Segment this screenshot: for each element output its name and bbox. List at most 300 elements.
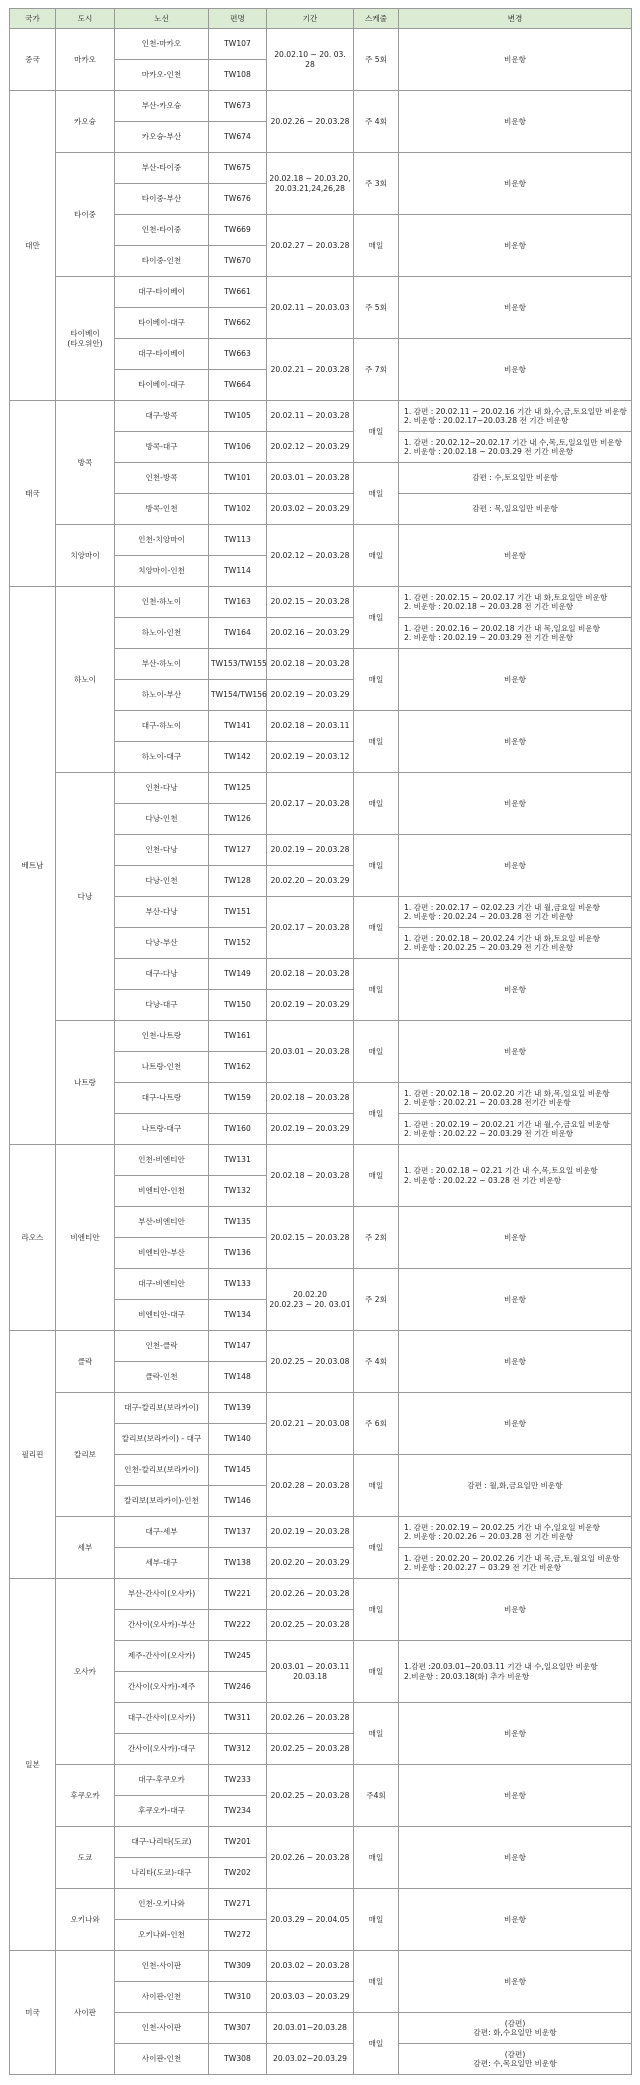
route-cell: 비엔티안-인천: [115, 1176, 209, 1207]
city-cell-line: (타오위안): [67, 338, 103, 348]
route-cell: 인천-오키나와: [115, 1889, 209, 1920]
schedule-cell: 주 4회: [354, 1331, 399, 1393]
period-cell: [267, 1269, 354, 1331]
change-cell-line: 1. 감편 : 20.02.11 ~ 20.02.16 기간 내 화,수,금,토요일만 비운항: [404, 406, 627, 416]
table-row: [10, 1331, 632, 1362]
period-cell: 20.02.26 ~ 20.03.28: [267, 1827, 354, 1889]
schedule-cell: 매일: [354, 1455, 399, 1517]
flight-number-cell: TW142: [209, 742, 267, 773]
change-cell-line: 1. 감편 : 20.02.19 ~ 20.02.25 기간 내 수,일요일 비운항: [404, 1522, 600, 1532]
change-cell-line: 1. 감편 : 20.02.20 ~ 20.02.26 기간 내 목,금,토,월요일 비운항: [404, 1553, 620, 1563]
route-cell: 부산-타이중: [115, 153, 209, 184]
period-cell: 20.03.02~20.03.29: [267, 2044, 354, 2075]
route-cell: 사이판-인천: [115, 2044, 209, 2075]
route-cell: 대구-하노이: [115, 711, 209, 742]
change-cell: 비운항: [399, 1393, 632, 1455]
route-cell: 대구-방콕: [115, 401, 209, 432]
period-cell: 20.02.26 ~ 20.03.28: [267, 1579, 354, 1610]
change-cell-line: 2. 비운항 : 20.02.18 ~ 20.03.29 전 기간 비운항: [404, 447, 574, 456]
change-cell: 감편 : 수,토요일만 비운항: [399, 463, 632, 494]
route-cell: 부산-하노이: [115, 649, 209, 680]
flight-number-cell: TW664: [209, 370, 267, 401]
flight-number-cell: TW160: [209, 1114, 267, 1145]
route-cell: 부산-카오슝: [115, 91, 209, 122]
schedule-cell: 주 2회: [354, 1269, 399, 1331]
city-cell: 타이중: [56, 153, 115, 277]
flight-number-cell: TW153/TW155: [209, 649, 267, 680]
change-cell: 감편 : 월,화,금요일만 비운항: [399, 1455, 632, 1517]
table-row: [10, 525, 632, 556]
flight-number-cell: TW154/TW156: [209, 680, 267, 711]
period-cell: 20.03.03 ~ 20.03.29: [267, 1982, 354, 2013]
change-cell: 비운항: [399, 1269, 632, 1331]
route-cell: 사이판-인천: [115, 1982, 209, 2013]
period-cell: 20.02.19 ~ 20.03.12: [267, 742, 354, 773]
route-cell: 대구-나리타(도쿄): [115, 1827, 209, 1858]
city-cell: 후쿠오카: [56, 1765, 115, 1827]
change-cell: 비운항: [399, 773, 632, 835]
change-cell-line: 감편: 화,수요일만 비운항: [473, 2028, 557, 2037]
route-cell: 방콕-인천: [115, 494, 209, 525]
change-cell-line: 1. 감편 : 20.02.16 ~ 20.02.18 기간 내 목,일요일 비운항: [404, 623, 600, 633]
period-cell: 20.02.19 ~ 20.03.29: [267, 680, 354, 711]
period-cell-line: 20.03.01 ~ 20.03.11: [270, 1662, 350, 1672]
route-cell: 대구-간사이(오사카): [115, 1703, 209, 1734]
route-cell: 대구-타이베이: [115, 277, 209, 308]
table-row: [10, 1579, 632, 1610]
period-cell: 20.02.21 ~ 20.03.08: [267, 1393, 354, 1455]
schedule-cell: 매일: [354, 897, 399, 959]
flight-number-cell: TW106: [209, 432, 267, 463]
schedule-cell: 매일: [354, 463, 399, 525]
period-cell: 20.02.18 ~ 20.03.28: [267, 1145, 354, 1207]
period-cell: 20.02.12 ~ 20.03.29: [267, 432, 354, 463]
table-row: [10, 277, 632, 308]
schedule-cell: 매일: [354, 215, 399, 277]
change-cell-line: 감편: 수,목요일만 비운항: [473, 2059, 557, 2068]
table-row: [10, 1393, 632, 1424]
table-row: [10, 1517, 632, 1548]
schedule-cell: 매일: [354, 401, 399, 463]
flight-number-cell: TW202: [209, 1858, 267, 1889]
change-cell-line: 1. 감편 : 20.02.19 ~ 20.02.21 기간 내 월,수,금요일 비운항: [404, 1119, 610, 1129]
schedule-cell: 주 5회: [354, 277, 399, 339]
period-cell: 20.02.27 ~ 20.03.28: [267, 215, 354, 277]
table-row: [10, 1145, 632, 1176]
route-cell: 인천-다낭: [115, 835, 209, 866]
flight-number-cell: TW676: [209, 184, 267, 215]
city-cell: 비엔티안: [56, 1145, 115, 1331]
period-cell: 20.02.18 ~ 20.03.28: [267, 1083, 354, 1114]
flight-number-cell: TW152: [209, 928, 267, 959]
route-cell: 대구-다낭: [115, 959, 209, 990]
period-cell: 20.02.25 ~ 20.03.28: [267, 1610, 354, 1641]
period-cell: 20.02.26 ~ 20.03.28: [267, 91, 354, 153]
route-cell: 제주-간사이(오사카): [115, 1641, 209, 1672]
schedule-cell: 주 2회: [354, 1207, 399, 1269]
route-cell: 마카오-인천: [115, 60, 209, 91]
city-cell: 하노이: [56, 587, 115, 773]
change-cell-line: 1. 감편 : 20.02.17 ~ 02.02.23 기간 내 월,금요일 비운항: [404, 902, 600, 912]
city-cell: 다낭: [56, 773, 115, 1021]
change-cell: 비운항: [399, 1765, 632, 1827]
change-cell: 비운항: [399, 1951, 632, 2013]
route-cell: 타이베이-대구: [115, 370, 209, 401]
route-cell: 하노이-대구: [115, 742, 209, 773]
flight-number-cell: TW113: [209, 525, 267, 556]
route-cell: 하노이-부산: [115, 680, 209, 711]
period-cell: 20.03.01 ~ 20.03.28: [267, 463, 354, 494]
flight-number-cell: TW312: [209, 1734, 267, 1765]
route-cell: 카오슝-부산: [115, 122, 209, 153]
header-change: 변경: [399, 9, 632, 29]
route-cell: 치앙마이-인천: [115, 556, 209, 587]
city-cell: [56, 277, 115, 401]
schedule-cell: 매일: [354, 1021, 399, 1083]
flight-number-cell: TW147: [209, 1331, 267, 1362]
change-cell-line: 1.감편 :20.03.01~20.03.11 기간 내 수,일요일만 비운항: [404, 1662, 598, 1672]
route-cell: 인천-방콕: [115, 463, 209, 494]
change-cell-line: 1. 감편 : 20.02.18 ~ 02.21 기간 내 수,목,토요일 비운항: [404, 1166, 598, 1176]
flight-number-cell: TW308: [209, 2044, 267, 2075]
period-cell: 20.02.21 ~ 20.03.28: [267, 339, 354, 401]
table-row: [10, 1765, 632, 1796]
header-city: 도시: [56, 9, 115, 29]
period-cell: [267, 1641, 354, 1703]
city-cell: 도쿄: [56, 1827, 115, 1889]
flight-number-cell: TW164: [209, 618, 267, 649]
change-cell-line: (감편): [504, 2018, 526, 2028]
schedule-cell: 매일: [354, 835, 399, 897]
route-cell: 인천-마카오: [115, 29, 209, 60]
change-cell: [399, 2044, 632, 2075]
flight-number-cell: TW102: [209, 494, 267, 525]
flight-number-cell: TW159: [209, 1083, 267, 1114]
schedule-cell: 주 7회: [354, 339, 399, 401]
table-body: [10, 29, 632, 2075]
route-cell: 칼리보(보라카이)-인천: [115, 1486, 209, 1517]
change-cell: 감편 : 목,일요일만 비운항: [399, 494, 632, 525]
table-row: [10, 91, 632, 122]
period-cell-line: 20.02.23 ~ 20. 03.01: [269, 1299, 351, 1309]
table-row: [10, 1827, 632, 1858]
route-cell: 방콕-대구: [115, 432, 209, 463]
route-cell: 클락-인천: [115, 1362, 209, 1393]
schedule-cell: 매일: [354, 2013, 399, 2075]
change-cell: 비운항: [399, 91, 632, 153]
period-cell: 20.02.17 ~ 20.03.28: [267, 897, 354, 959]
route-cell: 대구-타이베이: [115, 339, 209, 370]
change-cell: 비운항: [399, 1021, 632, 1083]
route-cell: 타이중-인천: [115, 246, 209, 277]
city-cell: 클락: [56, 1331, 115, 1393]
period-cell: 20.02.19 ~ 20.03.28: [267, 835, 354, 866]
period-cell: 20.02.19 ~ 20.03.29: [267, 990, 354, 1021]
change-cell-line: 1. 감편 : 20.02.18 ~ 20.02.24 기간 내 화,토요일 비운항: [404, 933, 600, 943]
change-cell: [399, 897, 632, 928]
change-cell-line: 1. 감편 : 20.02.18 ~ 20.02.20 기간 내 화,목,일요일 비운항: [404, 1088, 610, 1098]
change-cell-line: 2. 비운항 : 20.02.19 ~ 20.03.29 전 기간 비운항: [404, 633, 574, 642]
change-cell: 비운항: [399, 959, 632, 1021]
route-cell: 간사이(오사카)-제주: [115, 1672, 209, 1703]
flight-number-cell: TW136: [209, 1238, 267, 1269]
route-cell: 대구-칼리보(보라카이): [115, 1393, 209, 1424]
flight-number-cell: TW139: [209, 1393, 267, 1424]
country-cell: 중국: [10, 29, 56, 91]
flight-number-cell: TW140: [209, 1424, 267, 1455]
change-cell: [399, 618, 632, 649]
schedule-cell: 매일: [354, 1145, 399, 1207]
period-cell-line: 20.03.21,24,26,28: [274, 183, 346, 193]
flight-number-cell: TW162: [209, 1052, 267, 1083]
flight-number-cell: TW311: [209, 1703, 267, 1734]
route-cell: 인천-비엔티안: [115, 1145, 209, 1176]
header-route: 노선: [115, 9, 209, 29]
change-cell-line: 2. 비운항 : 20.02.24 ~ 20.03.28 전 기간 비운항: [404, 912, 574, 921]
schedule-cell: 매일: [354, 1827, 399, 1889]
flight-number-cell: TW272: [209, 1920, 267, 1951]
change-cell: 비운항: [399, 1331, 632, 1393]
country-cell: 필리핀: [10, 1331, 56, 1579]
flight-number-cell: TW246: [209, 1672, 267, 1703]
flight-number-cell: TW310: [209, 1982, 267, 2013]
city-cell: 방콕: [56, 401, 115, 525]
table-row: [10, 587, 632, 618]
flight-number-cell: TW114: [209, 556, 267, 587]
change-cell: 비운항: [399, 1703, 632, 1765]
route-cell: 다낭-부산: [115, 928, 209, 959]
flight-number-cell: TW150: [209, 990, 267, 1021]
route-cell: 타이베이-대구: [115, 308, 209, 339]
flight-number-cell: TW669: [209, 215, 267, 246]
period-cell: 20.02.16 ~ 20.03.29: [267, 618, 354, 649]
route-cell: 대구-나트랑: [115, 1083, 209, 1114]
flight-number-cell: TW105: [209, 401, 267, 432]
flight-number-cell: TW309: [209, 1951, 267, 1982]
flight-number-cell: TW133: [209, 1269, 267, 1300]
flight-number-cell: TW138: [209, 1548, 267, 1579]
change-cell: 비운항: [399, 1207, 632, 1269]
schedule-cell: 매일: [354, 525, 399, 587]
route-cell: 간사이(오사카)-대구: [115, 1734, 209, 1765]
schedule-cell: 매일: [354, 711, 399, 773]
flight-number-cell: TW126: [209, 804, 267, 835]
period-cell-line: 20.03.18: [293, 1671, 327, 1681]
period-cell: 20.03.01 ~ 20.03.28: [267, 1021, 354, 1083]
change-cell: 비운항: [399, 29, 632, 91]
change-cell-line: 1. 감편 : 20.02.15 ~ 20.02.17 기간 내 화,토요일만 비운항: [404, 592, 608, 602]
flight-number-cell: TW673: [209, 91, 267, 122]
schedule-cell: 주 3회: [354, 153, 399, 215]
route-cell: 인천-치앙마이: [115, 525, 209, 556]
change-cell-line: 2. 비운항 : 20.02.22 ~ 03.28 전 기간 비운항: [404, 1175, 562, 1185]
change-cell: [399, 2013, 632, 2044]
city-cell: 칼리보: [56, 1393, 115, 1517]
route-cell: 하노이-인천: [115, 618, 209, 649]
schedule-cell: 매일: [354, 1083, 399, 1145]
change-cell: 비운항: [399, 1889, 632, 1951]
period-cell: 20.03.01~20.03.28: [267, 2013, 354, 2044]
header-row: [10, 9, 632, 29]
period-cell: 20.02.19 ~ 20.03.28: [267, 1517, 354, 1548]
flight-number-cell: TW271: [209, 1889, 267, 1920]
change-cell: 비운항: [399, 525, 632, 587]
flight-number-cell: TW307: [209, 2013, 267, 2044]
flight-number-cell: TW245: [209, 1641, 267, 1672]
schedule-cell: 매일: [354, 1703, 399, 1765]
city-cell: 치앙마이: [56, 525, 115, 587]
table-row: [10, 773, 632, 804]
change-cell: [399, 1145, 632, 1207]
change-cell-line: 2. 비운항 : 20.02.25 ~ 20.03.29 전 기간 비운항: [404, 943, 574, 952]
flight-number-cell: TW101: [209, 463, 267, 494]
schedule-cell: 매일: [354, 1951, 399, 2013]
change-cell: [399, 1641, 632, 1703]
city-cell: 마카오: [56, 29, 115, 91]
schedule-cell: 매일: [354, 649, 399, 711]
city-cell: 오키나와: [56, 1889, 115, 1951]
period-cell: 20.02.19 ~ 20.03.29: [267, 1114, 354, 1145]
period-cell: 20.02.18 ~ 20.03.28: [267, 959, 354, 990]
flight-number-cell: TW674: [209, 122, 267, 153]
flight-number-cell: TW132: [209, 1176, 267, 1207]
flight-number-cell: TW135: [209, 1207, 267, 1238]
period-cell: 20.02.17 ~ 20.03.28: [267, 773, 354, 835]
period-cell: 20.02.20 ~ 20.03.29: [267, 1548, 354, 1579]
country-cell: 라오스: [10, 1145, 56, 1331]
route-cell: 간사이(오사카)-부산: [115, 1610, 209, 1641]
flight-number-cell: TW107: [209, 29, 267, 60]
change-cell: [399, 1114, 632, 1145]
route-cell: 인천-칼리보(보라카이): [115, 1455, 209, 1486]
period-cell: 20.02.18 ~ 20.03.28: [267, 649, 354, 680]
route-cell: 인천-사이판: [115, 1951, 209, 1982]
flight-number-cell: TW127: [209, 835, 267, 866]
city-cell-line: 타이베이: [70, 329, 100, 339]
table-row: [10, 29, 632, 60]
route-cell: 비엔티안-대구: [115, 1300, 209, 1331]
route-cell: 다낭-인천: [115, 804, 209, 835]
country-cell: 일본: [10, 1579, 56, 1951]
period-cell: 20.02.12 ~ 20.03.28: [267, 525, 354, 587]
table-row: [10, 401, 632, 432]
flight-number-cell: TW141: [209, 711, 267, 742]
city-cell: 사이판: [56, 1951, 115, 2075]
change-cell-line: 2. 비운항 : 20.02.27 ~ 03.29 전 기간 비운항: [404, 1563, 562, 1572]
route-cell: 나트랑-대구: [115, 1114, 209, 1145]
flight-number-cell: TW149: [209, 959, 267, 990]
flight-number-cell: TW128: [209, 866, 267, 897]
change-cell: [399, 1517, 632, 1548]
route-cell: 대구-후쿠오카: [115, 1765, 209, 1796]
period-cell: 20.02.25 ~ 20.03.08: [267, 1331, 354, 1393]
city-cell: 나트랑: [56, 1021, 115, 1145]
route-cell: 인천-하노이: [115, 587, 209, 618]
country-cell: 대만: [10, 91, 56, 401]
change-cell-line: 2. 비운항 : 20.02.26 ~ 20.03.28 전 기간 비운항: [404, 1532, 574, 1541]
period-cell: 20.02.28 ~ 20.03.28: [267, 1455, 354, 1517]
schedule-cell: 주 4회: [354, 91, 399, 153]
period-cell: 20.02.10 ~ 20. 03. 28: [267, 29, 354, 91]
route-cell: 나트랑-인천: [115, 1052, 209, 1083]
change-cell: 비운항: [399, 277, 632, 339]
change-cell: 비운항: [399, 339, 632, 401]
period-cell-line: 20.02.20: [293, 1290, 327, 1300]
route-cell: 인천-사이판: [115, 2013, 209, 2044]
route-cell: 비엔티안-부산: [115, 1238, 209, 1269]
period-cell: 20.02.25 ~ 20.03.28: [267, 1734, 354, 1765]
city-cell: 카오슝: [56, 91, 115, 153]
period-cell: 20.02.25 ~ 20.03.28: [267, 1765, 354, 1827]
route-cell: 인천-타이중: [115, 215, 209, 246]
period-cell: 20.02.11 ~ 20.03.28: [267, 401, 354, 432]
flight-number-cell: TW148: [209, 1362, 267, 1393]
route-cell: 세부-대구: [115, 1548, 209, 1579]
route-cell: 나리타(도쿄)-대구: [115, 1858, 209, 1889]
route-cell: 다낭-대구: [115, 990, 209, 1021]
schedule-cell: 매일: [354, 1641, 399, 1703]
period-cell: 20.02.18 ~ 20.03.11: [267, 711, 354, 742]
route-cell: 인천-나트랑: [115, 1021, 209, 1052]
table-row: [10, 1021, 632, 1052]
flight-number-cell: TW221: [209, 1579, 267, 1610]
change-cell: 비운항: [399, 1827, 632, 1889]
country-cell: 미국: [10, 1951, 56, 2075]
flight-number-cell: TW151: [209, 897, 267, 928]
period-cell: 20.02.15 ~ 20.03.28: [267, 1207, 354, 1269]
flight-number-cell: TW161: [209, 1021, 267, 1052]
route-cell: 부산-간사이(오사카): [115, 1579, 209, 1610]
country-cell: 베트남: [10, 587, 56, 1145]
flight-number-cell: TW201: [209, 1827, 267, 1858]
change-cell: 비운항: [399, 835, 632, 897]
flight-number-cell: TW662: [209, 308, 267, 339]
period-cell-line: 20.02.18 ~ 20.03.20,: [269, 174, 351, 184]
change-cell: 비운항: [399, 711, 632, 773]
change-cell: [399, 928, 632, 959]
flight-number-cell: TW108: [209, 60, 267, 91]
table-row: [10, 1889, 632, 1920]
table-row: [10, 153, 632, 184]
flight-number-cell: TW163: [209, 587, 267, 618]
schedule-cell: 매일: [354, 1579, 399, 1641]
period-cell: 20.02.11 ~ 20.03.03: [267, 277, 354, 339]
flight-number-cell: TW670: [209, 246, 267, 277]
route-cell: 타이중-부산: [115, 184, 209, 215]
route-cell: 칼리보(보라카이) - 대구: [115, 1424, 209, 1455]
flight-number-cell: TW661: [209, 277, 267, 308]
period-cell: 20.03.02 ~ 20.03.29: [267, 494, 354, 525]
route-cell: 인천-다낭: [115, 773, 209, 804]
schedule-cell: 주4회: [354, 1765, 399, 1827]
change-cell-line: 2. 비운항 : 20.02.22 ~ 20.03.29 전 기간 비운항: [404, 1129, 574, 1138]
schedule-cell: 주 6회: [354, 1393, 399, 1455]
period-cell: [267, 153, 354, 215]
route-cell: 대구-세부: [115, 1517, 209, 1548]
change-cell-line: (감편): [504, 2049, 526, 2059]
route-cell: 오키나와-인천: [115, 1920, 209, 1951]
change-cell: [399, 1548, 632, 1579]
route-cell: 대구-비엔티안: [115, 1269, 209, 1300]
header-country: 국가: [10, 9, 56, 29]
flight-number-cell: TW146: [209, 1486, 267, 1517]
flight-number-cell: TW222: [209, 1610, 267, 1641]
schedule-cell: 매일: [354, 773, 399, 835]
period-cell: 20.03.02 ~ 20.03.28: [267, 1951, 354, 1982]
period-cell: 20.02.20 ~ 20.03.29: [267, 866, 354, 897]
country-cell: 태국: [10, 401, 56, 587]
flight-number-cell: TW125: [209, 773, 267, 804]
